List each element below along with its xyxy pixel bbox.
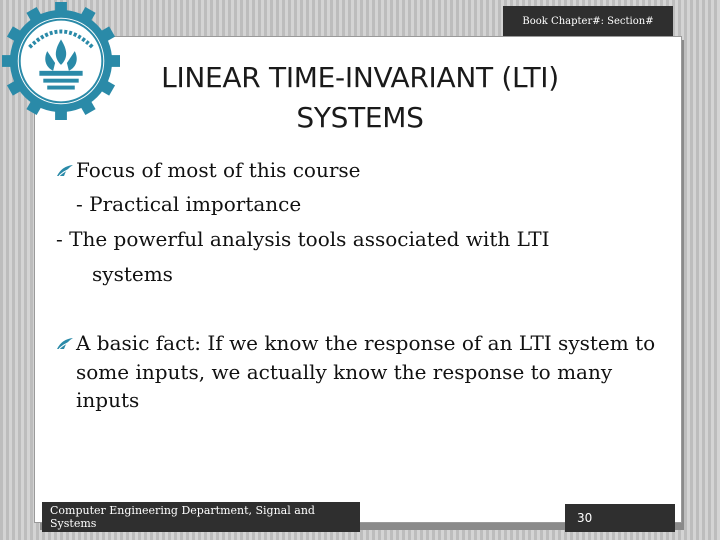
bullet-2-line-1: A basic fact: If we know the response of an LTI system to bbox=[76, 331, 656, 355]
bullet-icon bbox=[56, 164, 74, 178]
bullet-1-text: Focus of most of this course bbox=[76, 158, 361, 182]
bullet-1-sub-3: systems bbox=[92, 262, 173, 286]
slide-title bbox=[110, 58, 610, 138]
bullet-2-line-3: inputs bbox=[76, 388, 140, 412]
bullet-1-sub-2: - The powerful analysis tools associated with LTI bbox=[56, 227, 550, 251]
university-emblem-icon bbox=[2, 2, 120, 120]
title-line-1: LINEAR TIME-INVARIANT (LTI) bbox=[161, 61, 559, 94]
page-number-text: 30 bbox=[577, 511, 593, 525]
footer-page-number bbox=[565, 504, 675, 532]
footer-department bbox=[42, 502, 360, 532]
header-section-label bbox=[503, 6, 673, 36]
bullet-1-sub-1: - Practical importance bbox=[76, 192, 302, 216]
bullet-icon bbox=[56, 337, 74, 351]
footer-department-text: Computer Engineering Department, Signal and Systems bbox=[50, 504, 315, 530]
title-line-2: SYSTEMS bbox=[296, 101, 424, 134]
bullet-2-line-2: some inputs, we actually know the response to many bbox=[76, 360, 613, 384]
header-text: Book Chapter#: Section# bbox=[522, 15, 654, 27]
